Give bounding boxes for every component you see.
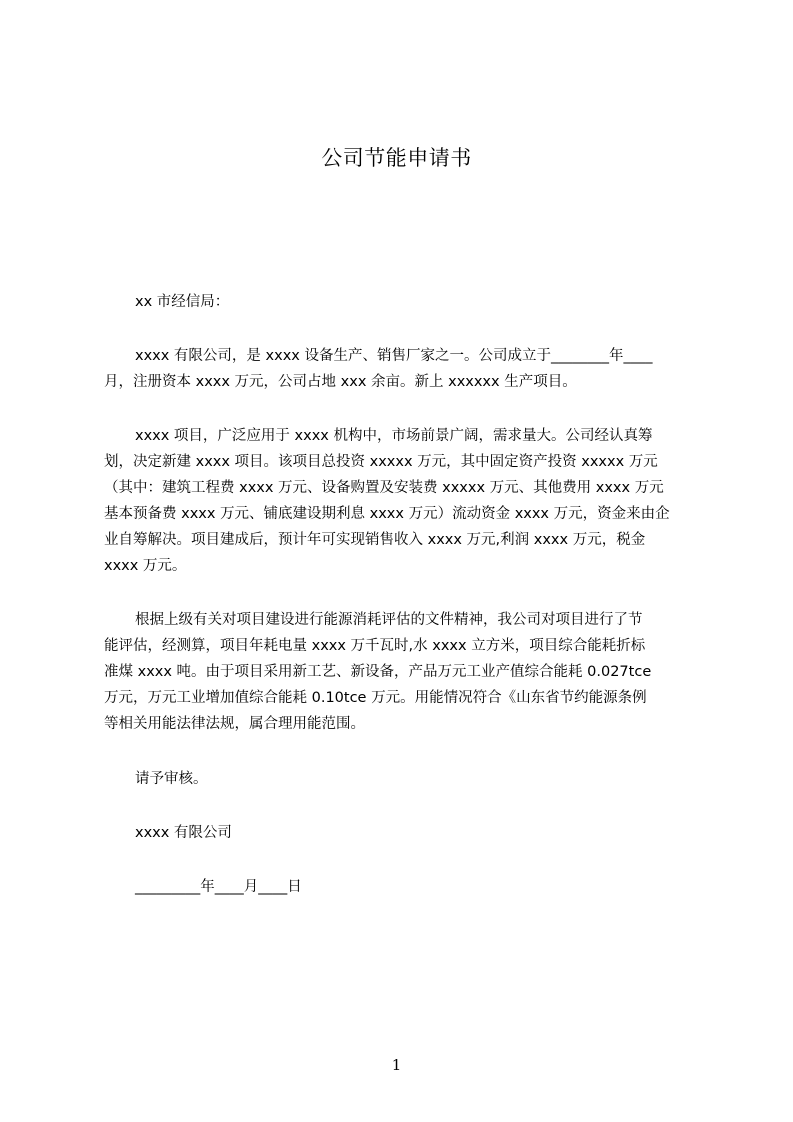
paragraph-3-line-5: 等相关用能法律法规，属合理用能范围。 bbox=[104, 716, 365, 732]
salutation: xx 市经信局： bbox=[135, 294, 230, 310]
paragraph-2-line-3: （其中：建筑工程费 xxxx 万元、设备购置及安装费 xxxxx 万元、其他费用 xxxx 万元 bbox=[104, 480, 664, 496]
paragraph-2-line-1: xxxx 项目，广泛应用于 xxxx 机构中，市场前景广阔，需求量大。公司经认真筹 bbox=[135, 428, 653, 444]
paragraph-3-line-3: 准煤 xxxx 吨。由于项目采用新工艺、新设备，产品万元工业产值综合能耗 0.027tce bbox=[104, 664, 652, 680]
request-line: 请予审核。 bbox=[135, 771, 208, 787]
signature: xxxx 有限公司 bbox=[135, 825, 232, 841]
paragraph-2-line-5: 业自筹解决。项目建成后，预计年可实现销售收入 xxxx 万元,利润 xxxx 万元，税金 bbox=[104, 532, 646, 548]
paragraph-3-line-1: 根据上级有关对项目建设进行能源消耗评估的文件精神，我公司对项目进行了节 bbox=[135, 612, 643, 628]
paragraph-3-line-2: 能评估，经测算，项目年耗电量 xxxx 万千瓦时,水 xxxx 立方米，项目综合能耗折标 bbox=[104, 638, 646, 654]
paragraph-1-line-1: xxxx 有限公司，是 xxxx 设备生产、销售厂家之一。公司成立于________年____ bbox=[135, 348, 653, 364]
paragraph-2-line-2: 划，决定新建 xxxx 项目。该项目总投资 xxxxx 万元，其中固定资产投资 xxxxx 万元 bbox=[104, 454, 658, 470]
page-number: 1 bbox=[391, 1056, 402, 1074]
paragraph-3-line-4: 万元，万元工业增加值综合能耗 0.10tce 万元。用能情况符合《山东省节约能源条例 bbox=[104, 690, 647, 706]
document-title: 公司节能申请书 bbox=[321, 146, 472, 170]
paragraph-2-line-4: 基本预备费 xxxx 万元、铺底建设期利息 xxxx 万元）流动资金 xxxx 万元，资金来由企 bbox=[104, 506, 670, 522]
paragraph-2-line-6: xxxx 万元。 bbox=[104, 558, 187, 574]
paragraph-1-line-2: 月，注册资本 xxxx 万元，公司占地 xxx 余亩。新上 xxxxxx 生产项目。 bbox=[104, 374, 577, 390]
date-line: _________年____月____日 bbox=[135, 879, 302, 895]
